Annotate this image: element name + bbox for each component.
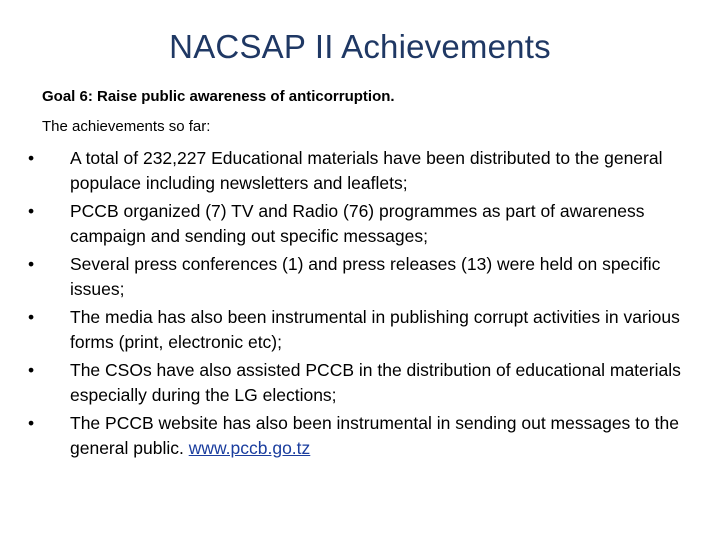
slide-title: NACSAP II Achievements (169, 28, 551, 65)
bullet-text: The PCCB website has also been instrumental in sending out messages to the general public. (70, 413, 679, 458)
pccb-website-link[interactable]: www.pccb.go.tz (188, 438, 311, 458)
bullet-icon: • (28, 413, 35, 433)
list-item (28, 358, 688, 408)
bullet-text: A total of 232,227 Educational materials have been distributed to the general populace including newsletters and leaflets; (70, 148, 663, 193)
bullet-text: Several press conferences (1) and press releases (13) were held on specific issues; (70, 254, 661, 299)
bullet-icon: • (28, 201, 35, 221)
bullet-icon: • (28, 148, 35, 168)
bullet-text: The CSOs have also assisted PCCB in the distribution of educational materials especially during the LG elections; (70, 360, 681, 405)
achievements-list (28, 146, 688, 464)
list-item (28, 252, 688, 302)
bullet-icon: • (28, 307, 35, 327)
bullet-icon: • (28, 254, 35, 274)
list-item (28, 199, 688, 249)
bullet-text: The media has also been instrumental in publishing corrupt activities in various forms (print, electronic etc); (70, 307, 680, 352)
list-item (28, 305, 688, 355)
bullet-text: PCCB organized (7) TV and Radio (76) programmes as part of awareness campaign and sending out specific messages; (70, 201, 645, 246)
bullet-icon: • (28, 360, 35, 380)
goal-heading: Goal 6: Raise public awareness of anticorruption. (42, 88, 395, 105)
list-item (28, 411, 688, 461)
list-item (28, 146, 688, 196)
achievements-subheading: The achievements so far: (42, 118, 211, 135)
